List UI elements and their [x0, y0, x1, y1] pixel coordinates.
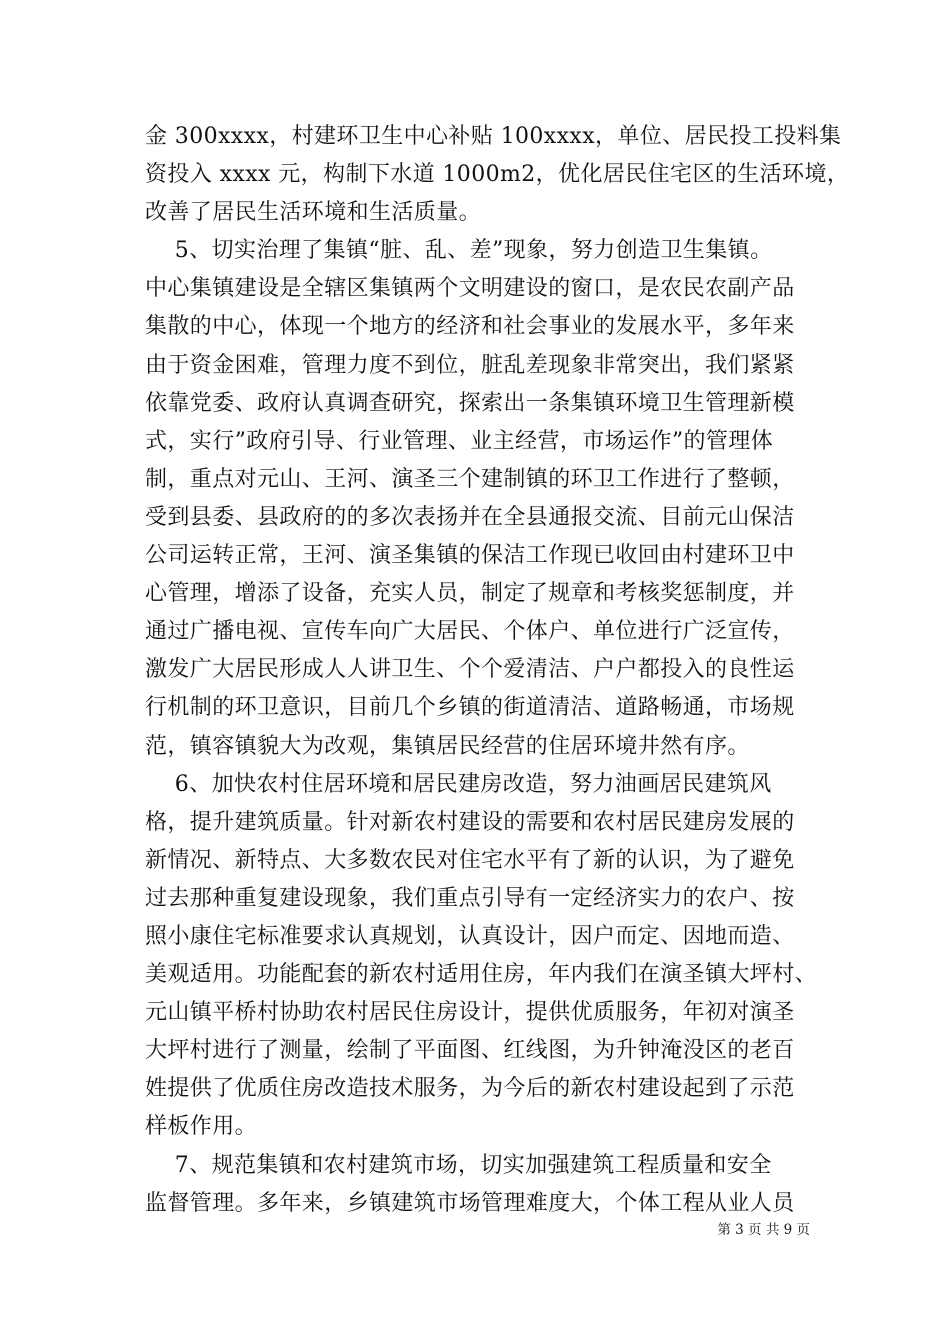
text-line: 激发广大居民形成人人讲卫生、个个爱清洁、户户都投入的良性运 — [145, 657, 795, 683]
text-line: 中心集镇建设是全辖区集镇两个文明建设的窗口，是农民农副产品 — [145, 276, 795, 302]
text-line: 5、切实治理了集镇“脏、乱、差”现象，努力创造卫生集镇。 — [145, 238, 773, 264]
text-line: 照小康住宅标准要求认真规划，认真设计，因户而定、因地而造、 — [145, 923, 795, 949]
text-line: 依靠党委、政府认真调查研究，探索出一条集镇环境卫生管理新模 — [145, 390, 795, 416]
document-body — [145, 118, 850, 1223]
text-line: 集散的中心，体现一个地方的经济和社会事业的发展水平，多年来 — [145, 314, 795, 340]
text-line: 式，实行”政府引导、行业管理、业主经营，市场运作”的管理体 — [145, 428, 774, 454]
text-line: 范，镇容镇貌大为改观，集镇居民经营的住居环境井然有序。 — [145, 733, 750, 759]
text-line: 监督管理。多年来，乡镇建筑市场管理难度大，个体工程从业人员 — [145, 1190, 795, 1216]
text-line: 新情况、新特点、大多数农民对住宅水平有了新的认识，为了避免 — [145, 847, 795, 873]
text-line: 美观适用。功能配套的新农村适用住房，年内我们在演圣镇大坪村、 — [145, 962, 818, 988]
text-line: 通过广播电视、宣传车向广大居民、个体户、单位进行广泛宣传， — [145, 619, 795, 645]
text-line: 制，重点对元山、王河、演圣三个建制镇的环卫工作进行了整顿， — [145, 466, 795, 492]
page-number-footer: 第 3 页 共 9 页 — [717, 1222, 810, 1238]
text-line: 行机制的环卫意识，目前几个乡镇的街道清洁、道路畅通，市场规 — [145, 695, 795, 721]
text-line: 元山镇平桥村协助农村居民住房设计，提供优质服务，年初对演圣 — [145, 1000, 795, 1026]
text-line: 心管理，增添了设备，充实人员，制定了规章和考核奖惩制度，并 — [145, 581, 795, 607]
text-line: 资投入 xxxx 元，构制下水道 1000m2，优化居民住宅区的生活环境， — [145, 162, 850, 188]
text-line: 姓提供了优质住房改造技术服务，为今后的新农村建设起到了示范 — [145, 1076, 795, 1102]
text-line: 7、规范集镇和农村建筑市场，切实加强建筑工程质量和安全 — [145, 1152, 772, 1178]
text-line: 过去那种重复建设现象，我们重点引导有一定经济实力的农户、按 — [145, 885, 795, 911]
text-line: 格，提升建筑质量。针对新农村建设的需要和农村居民建房发展的 — [145, 809, 795, 835]
text-line: 受到县委、县政府的的多次表扬并在全县通报交流、目前元山保洁 — [145, 504, 795, 530]
text-line: 6、加快农村住居环境和居民建房改造，努力油画居民建筑风 — [145, 771, 772, 797]
text-line: 大坪村进行了测量，绘制了平面图、红线图，为升钟淹没区的老百 — [145, 1038, 795, 1064]
text-line: 样板作用。 — [145, 1114, 258, 1140]
text-line: 金 300xxxx，村建环卫生中心补贴 100xxxx，单位、居民投工投料集 — [145, 124, 842, 149]
text-line: 由于资金困难，管理力度不到位，脏乱差现象非常突出，我们紧紧 — [145, 352, 795, 378]
text-line: 公司运转正常，王河、演圣集镇的保洁工作现已收回由村建环卫中 — [145, 543, 795, 569]
text-line: 改善了居民生活环境和生活质量。 — [145, 200, 482, 226]
